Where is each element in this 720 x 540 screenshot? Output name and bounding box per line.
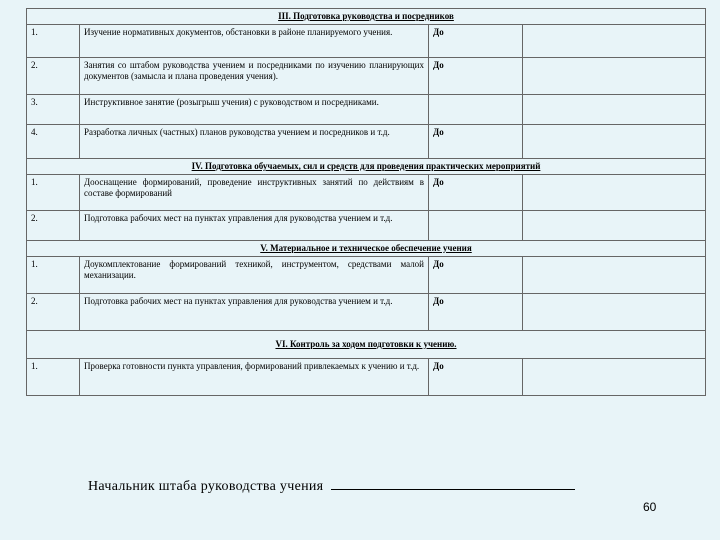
row-text: Инструктивное занятие (розыгрыш учения) с руководством и посредниками. (80, 95, 429, 125)
table-row (27, 95, 706, 125)
section-title-4: IV. Подготовка обучаемых, сил и средств для проведения практических мероприятий (27, 159, 706, 175)
row-extra-cell (523, 95, 706, 125)
row-text: Подготовка рабочих мест на пунктах управления для руководства учением и т.д. (80, 294, 429, 331)
signature-line (88, 477, 575, 495)
row-deadline (429, 95, 523, 125)
row-deadline: До (429, 359, 523, 396)
row-number: 2. (27, 211, 80, 241)
row-extra-cell (523, 25, 706, 58)
row-deadline: До (429, 58, 523, 95)
section-header-row (27, 331, 706, 359)
signature-blank (331, 477, 575, 490)
row-number: 1. (27, 175, 80, 211)
row-text: Доукомплектование формирований техникой, инструментом, средствами малой механизации. (80, 257, 429, 294)
row-extra-cell (523, 211, 706, 241)
table-row (27, 125, 706, 159)
table-row (27, 211, 706, 241)
row-text: Подготовка рабочих мест на пунктах управления для руководства учением и т.д. (80, 211, 429, 241)
table-row (27, 25, 706, 58)
plan-table (26, 8, 706, 396)
row-text: Проверка готовности пункта управления, формирований привлекаемых к учению и т.д. (80, 359, 429, 396)
section-header-row (27, 241, 706, 257)
section-title-6: VI. Контроль за ходом подготовки к учению. (27, 331, 706, 359)
table-row (27, 294, 706, 331)
row-deadline: До (429, 25, 523, 58)
row-number: 2. (27, 294, 80, 331)
row-number: 1. (27, 257, 80, 294)
row-extra-cell (523, 175, 706, 211)
row-extra-cell (523, 359, 706, 396)
section-header-row (27, 9, 706, 25)
row-deadline (429, 211, 523, 241)
row-deadline: До (429, 257, 523, 294)
table-row (27, 58, 706, 95)
row-deadline: До (429, 294, 523, 331)
row-text: Изучение нормативных документов, обстановки в районе планируемого учения. (80, 25, 429, 58)
table-row (27, 175, 706, 211)
row-extra-cell (523, 125, 706, 159)
row-extra-cell (523, 58, 706, 95)
row-text: Дооснащение формирований, проведение инструктивных занятий по действиям в составе формирований (80, 175, 429, 211)
row-number: 2. (27, 58, 80, 95)
row-extra-cell (523, 257, 706, 294)
row-text: Разработка личных (частных) планов руководства учением и посредников и т.д. (80, 125, 429, 159)
section-header-row (27, 159, 706, 175)
row-extra-cell (523, 294, 706, 331)
section-title-3: III. Подготовка руководства и посредников (27, 9, 706, 25)
signature-label: Начальник штаба руководства учения (88, 479, 324, 494)
row-text: Занятия со штабом руководства учением и посредниками по изучению планирующих документов (замысла и плана проведения учения). (80, 58, 429, 95)
row-deadline: До (429, 125, 523, 159)
row-number: 1. (27, 25, 80, 58)
page-number: 60 (643, 500, 657, 514)
row-deadline: До (429, 175, 523, 211)
row-number: 4. (27, 125, 80, 159)
table-row (27, 359, 706, 396)
row-number: 1. (27, 359, 80, 396)
section-title-5: V. Материальное и техническое обеспечение учения (27, 241, 706, 257)
table-row (27, 257, 706, 294)
row-number: 3. (27, 95, 80, 125)
